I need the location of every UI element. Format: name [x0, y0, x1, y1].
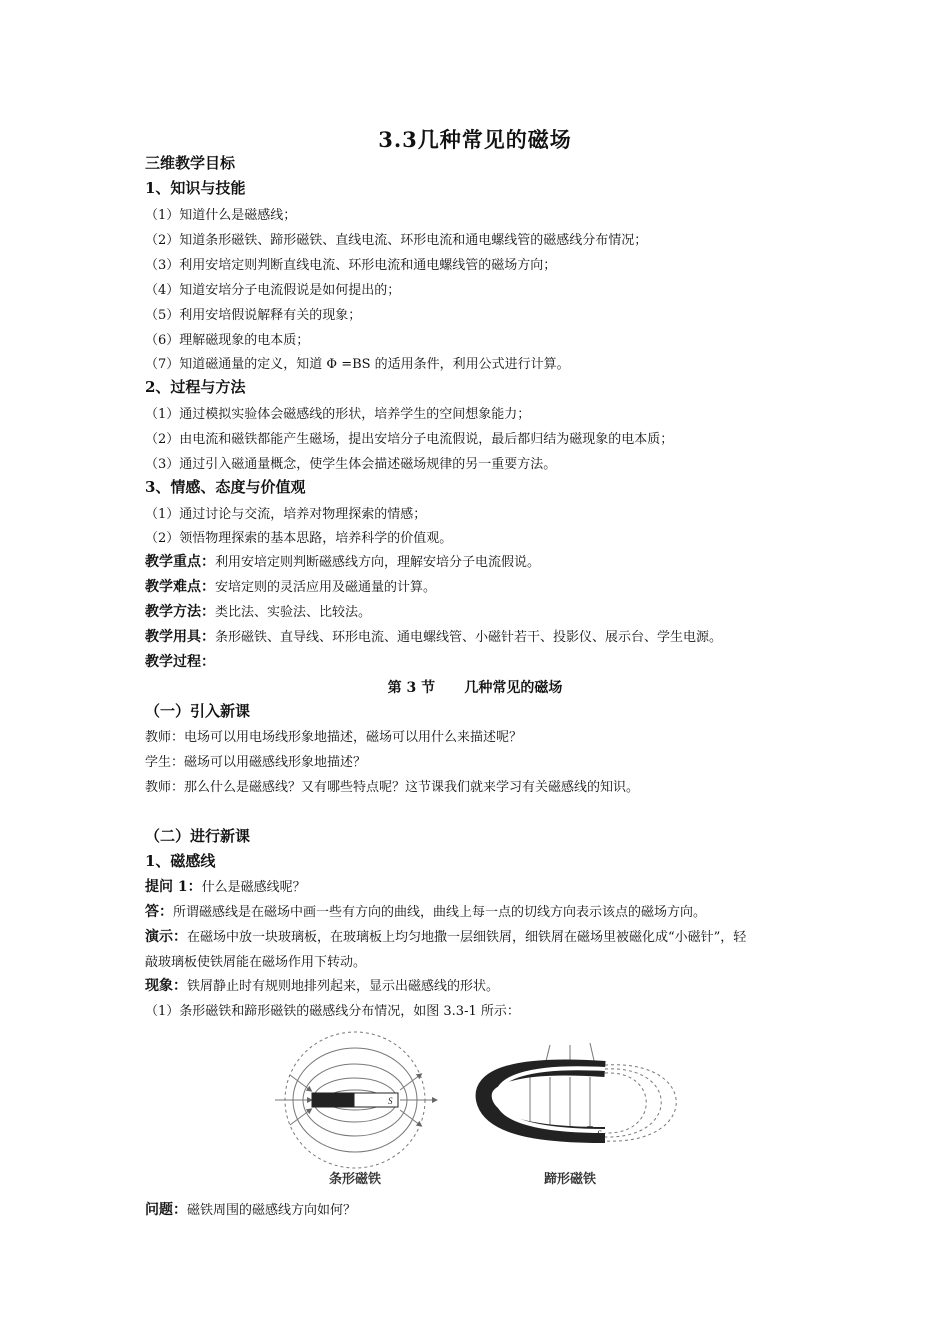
answer-text: 所谓磁感线是在磁场中画一些有方向的曲线，曲线上每一点的切线方向表示该点的磁场方向。: [173, 905, 707, 920]
knowledge-item: （7）知道磁通量的定义，知道 Φ =BS 的适用条件，利用公式进行计算。: [145, 357, 570, 372]
horseshoe-magnet-caption: 蹄形磁铁: [543, 1172, 597, 1187]
dialogue-line: 教师：那么什么是磁感线？又有哪些特点呢？这节课我们就来学习有关磁感线的知识。: [145, 780, 640, 795]
difficulty: [145, 576, 436, 596]
magnetic-lines-heading: 1、磁感线: [145, 852, 216, 870]
process-item: （1）通过模拟实验体会磁感线的形状，培养学生的空间想象能力；: [145, 407, 531, 422]
key-point: [145, 551, 540, 571]
objectives-heading: 三维教学目标: [145, 154, 236, 172]
new-lesson-heading: （二）进行新课: [145, 827, 251, 845]
teaching-method: [145, 601, 371, 621]
tools-text: 条形磁铁、直导线、环形电流、通电螺线管、小磁针若干、投影仪、展示台、学生电源。: [215, 630, 723, 645]
knowledge-heading: 1、知识与技能: [145, 179, 246, 197]
question-label: 问题：: [145, 1202, 187, 1218]
horseshoe-pole-label: S: [597, 1129, 602, 1139]
tools-label: 教学用具：: [145, 629, 215, 645]
question: [145, 1199, 356, 1219]
knowledge-item: （1）知道什么是磁感线；: [145, 208, 297, 223]
method-label: 教学方法：: [145, 604, 215, 620]
dialogue-line: 教师：电场可以用电场线形象地描述，磁场可以用什么来描述呢？: [145, 730, 523, 745]
phenomenon: [145, 975, 499, 995]
process-item: （2）由电流和磁铁都能产生磁场，提出安培分子电流假说，最后都归结为磁现象的电本质；: [145, 432, 674, 447]
section-heading: 第 3 节 几种常见的磁场: [387, 680, 563, 696]
demo: [145, 926, 746, 946]
answer: [145, 901, 706, 921]
knowledge-item: （6）理解磁现象的电本质；: [145, 333, 310, 348]
knowledge-item: （3）利用安培定则判断直线电流、环形电流和通电螺线管的磁场方向；: [145, 258, 557, 273]
difficulty-text: 安培定则的灵活应用及磁通量的计算。: [215, 580, 437, 595]
answer-label: 答：: [145, 904, 173, 920]
question-1: [145, 876, 306, 896]
process-item: （3）通过引入磁通量概念，使学生体会描述磁场规律的另一重要方法。: [145, 457, 557, 472]
process-heading: 2、过程与方法: [145, 378, 246, 396]
teaching-tools: [145, 626, 722, 646]
difficulty-label: 教学难点：: [145, 579, 215, 595]
method-text: 类比法、实验法、比较法。: [215, 605, 372, 620]
horseshoe-magnet-diagram: [484, 1043, 677, 1141]
phenomenon-label: 现象：: [145, 978, 187, 994]
knowledge-item: （2）知道条形磁铁、蹄形磁铁、直线电流、环形电流和通电螺线管的磁感线分布情况；: [145, 233, 648, 248]
figure-intro: （1）条形磁铁和蹄形磁铁的磁感线分布情况，如图 3.3-1 所示：: [145, 1004, 520, 1019]
key-point-label: 教学重点：: [145, 554, 215, 570]
bar-magnet-diagram: [275, 1032, 435, 1168]
bar-magnet-caption: 条形磁铁: [328, 1172, 382, 1187]
question-1-label: 提问 1：: [145, 879, 202, 895]
teaching-process: [145, 651, 215, 671]
phenomenon-text: 铁屑静止时有规则地排列起来，显示出磁感线的形状。: [187, 979, 500, 994]
demo-text: 在磁场中放一块玻璃板，在玻璃板上均匀地撒一层细铁屑，细铁屑在磁场里被磁化成“小磁针”，轻: [187, 930, 747, 945]
intro-heading: （一）引入新课: [145, 702, 251, 720]
emotion-item: （1）通过讨论与交流，培养对物理探索的情感；: [145, 507, 427, 522]
bar-pole-label: S: [388, 1096, 393, 1106]
question-1-text: 什么是磁感线呢？: [201, 880, 306, 895]
knowledge-item: （4）知道安培分子电流假说是如何提出的；: [145, 283, 401, 298]
dialogue-line: 学生：磁场可以用磁感线形象地描述？: [145, 755, 367, 770]
key-point-text: 利用安培定则判断磁感线方向，理解安培分子电流假说。: [215, 555, 541, 570]
emotion-item: （2）领悟物理探索的基本思路，培养科学的价值观。: [145, 531, 453, 546]
demo-label: 演示：: [145, 929, 187, 945]
question-text: 磁铁周围的磁感线方向如何？: [187, 1203, 357, 1218]
demo-text-continued: 敲玻璃板使铁屑能在磁场作用下转动。: [145, 955, 367, 970]
page-title: 3.3几种常见的磁场: [378, 127, 572, 152]
emotion-heading: 3、情感、态度与价值观: [145, 478, 306, 496]
magnet-field-figure: [270, 1025, 680, 1195]
knowledge-item: （5）利用安培假说解释有关的现象；: [145, 308, 362, 323]
process-label: 教学过程：: [145, 654, 215, 670]
